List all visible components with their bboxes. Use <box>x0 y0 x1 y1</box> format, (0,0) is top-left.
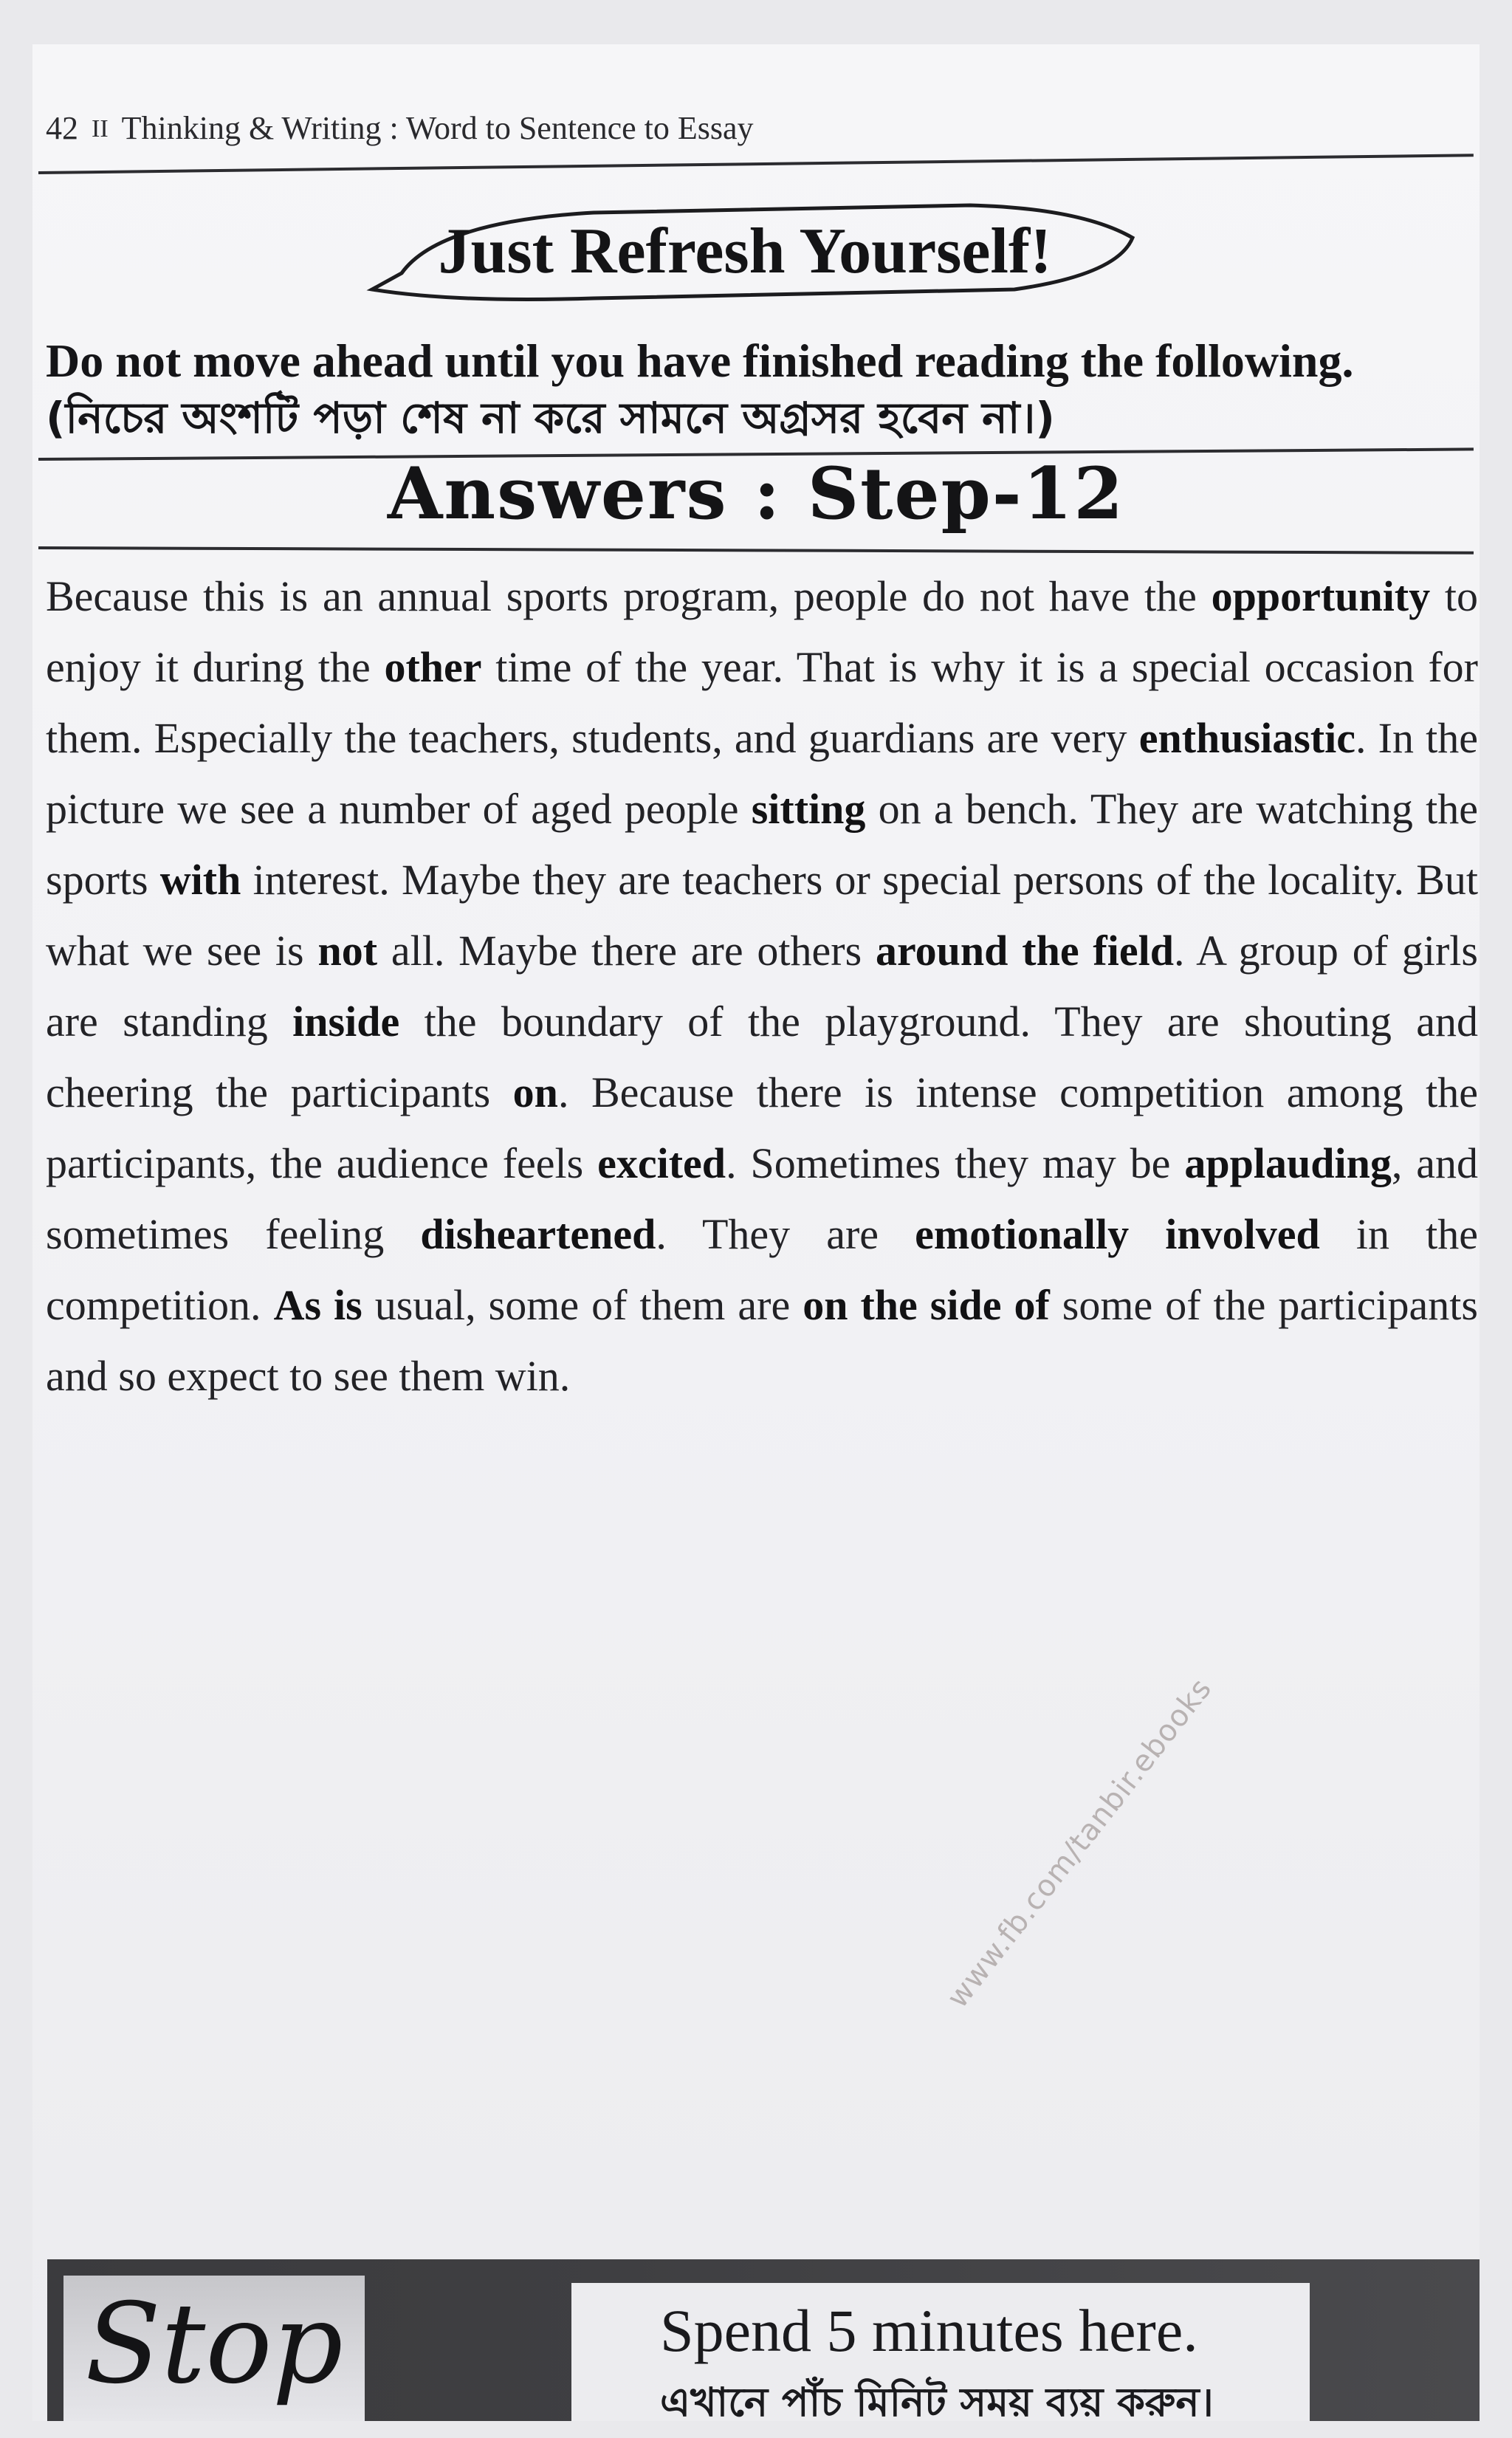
answer-text-run: . Sometimes they may be <box>726 1139 1185 1187</box>
answer-text-run: . In the picture we see a number of aged people <box>46 714 1479 833</box>
stop-box <box>63 2276 365 2421</box>
reading-instruction: Do not move ahead until you have finished reading the following. <box>46 334 1354 387</box>
emphasized-word: enthusiastic <box>1138 714 1355 762</box>
answer-text-run: the boundary of the playground. They are shouting and cheering the participants <box>46 997 1478 1116</box>
emphasized-word: applauding <box>1184 1139 1392 1187</box>
answer-text-run: usual, some of them are <box>362 1281 803 1329</box>
emphasized-word: disheartened <box>420 1210 656 1258</box>
reading-instruction-bengali: (নিচের অংশটি পড়া শেষ না করে সামনে অগ্রসর হবেন না।) <box>46 393 1055 443</box>
spend-time-text-bengali: এখানে পাঁচ মিনিট সময় ব্যয় করুন। <box>660 2379 1214 2425</box>
emphasized-word: around the field <box>875 927 1174 975</box>
answer-text-run: . Because there is intense competition among the participants, the audience feels <box>46 1068 1479 1187</box>
emphasized-word: excited <box>597 1139 726 1187</box>
answer-text-run: , and sometimes feeling <box>46 1139 1478 1258</box>
spend-time-panel <box>571 2283 1310 2425</box>
emphasized-word: emotionally involved <box>915 1210 1320 1258</box>
spend-time-text: Spend 5 minutes here. <box>660 2297 1198 2364</box>
book-title: Thinking & Writing : Word to Sentence to Essay <box>121 110 754 146</box>
watermark: www.fb.com/tanbir.ebooks <box>941 1672 1219 2015</box>
stop-bar <box>47 2259 1480 2425</box>
answer-text-run: to enjoy it during the <box>46 572 1478 691</box>
header-separator: II <box>92 115 109 142</box>
refresh-badge <box>350 192 1140 332</box>
answer-paragraph <box>46 561 1478 1412</box>
answer-text-run: all. Maybe there are others <box>377 927 876 975</box>
refresh-title: Just Refresh Yourself! <box>438 216 1052 287</box>
emphasized-word: on <box>512 1068 558 1116</box>
book-page <box>32 44 1480 2421</box>
page-number: 42 <box>46 110 78 146</box>
header-rule <box>38 154 1474 174</box>
answer-text-run: in the competition. <box>46 1210 1478 1329</box>
emphasized-word: sitting <box>751 785 866 833</box>
emphasized-word: As is <box>273 1281 362 1329</box>
stop-label: Stop <box>85 2280 343 2408</box>
answer-text-run: Because this is an annual sports program, people do not have the <box>46 572 1212 620</box>
answer-text-run: interest. Maybe they are teachers or special persons of the locality. But what we see is <box>46 856 1478 975</box>
emphasized-word: with <box>159 856 241 904</box>
emphasized-word: not <box>317 927 378 975</box>
emphasized-word: on the side of <box>803 1281 1050 1329</box>
section-title: Answers : Step-12 <box>387 452 1125 535</box>
answer-text-run: . They are <box>656 1210 915 1258</box>
running-head <box>46 109 754 147</box>
emphasized-word: opportunity <box>1211 572 1431 620</box>
emphasized-word: inside <box>292 997 400 1045</box>
emphasized-word: other <box>384 643 482 691</box>
answer-text-run: . A group of girls are standing <box>46 927 1478 1045</box>
section-rule-bottom <box>38 546 1474 554</box>
answer-text-run: time of the year. That is why it is a special occasion for them. Especially the teachers, students, and guardians are very <box>46 643 1478 762</box>
answer-text-run: some of the participants and so expect to see them win. <box>46 1281 1478 1400</box>
answer-text-run: on a bench. They are watching the sports <box>46 785 1478 904</box>
